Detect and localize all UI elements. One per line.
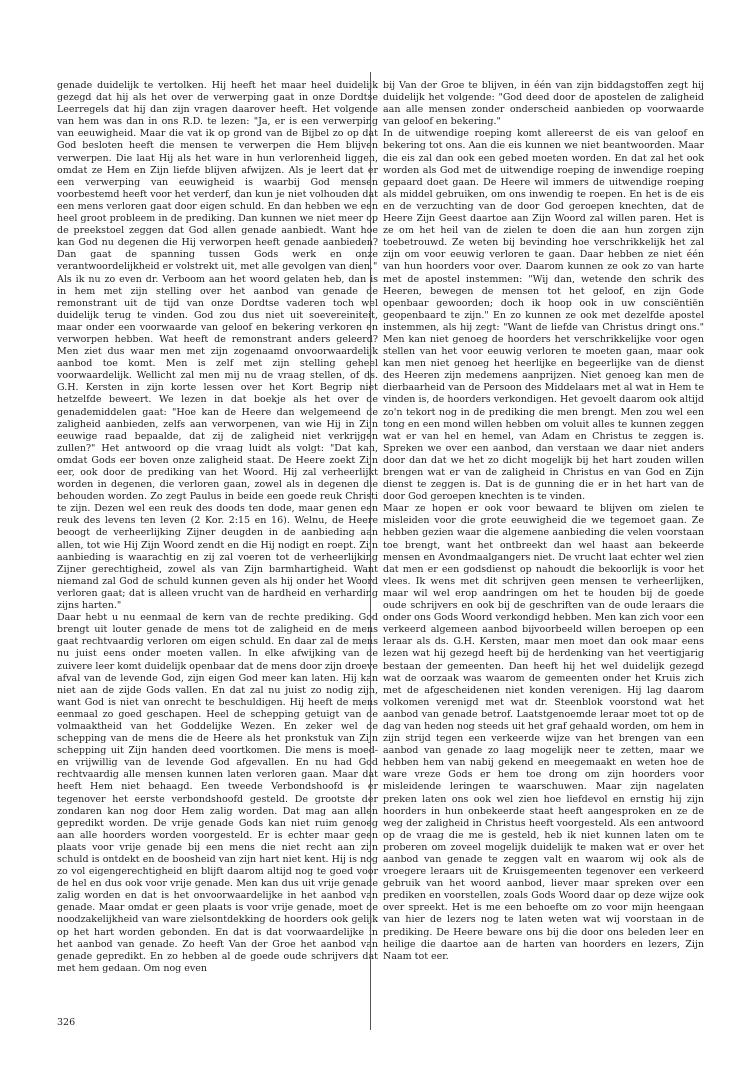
left-column <box>57 80 378 975</box>
left-paragraph-3: Daar hebt u nu eenmaal de kern van de rechte prediking. God brengt uit louter genade de mens tot de zaligheid en de mens gaat rechtvaardig verloren om eigen schuld. En daar zal de mens nu juist eens onder moeten vallen. In elke afwijking van de zuivere leer komt duidelijk openbaar dat de mens door zijn droeve afval van de levende God, zijn eigen God meer kan laten. Hij kan niet aan de zijde Gods vallen. En dat zal nu juist zo nodig zijn, want God is niet van onrecht te beschuldigen. Hij heeft de mens eenmaal zo goed geschapen. Heel de schepping getuigt van de volmaaktheid van het Goddelijke Wezen. En zeker wel de schepping van de mens die de Heere als het pronkstuk van Zijn schepping uit Zijn handen deed voortkomen. Die mens is moed- en vrijwillig van de levende God afgevallen. En nu had God rechtvaardig alle mensen kunnen laten verloren gaan. Maar dat heeft Hem niet behaagd. Een tweede Verbondshoofd is er tegenover het eerste verbondshoofd gesteld. De grootste der zondaren kan nog door Hem zalig worden. Dat mag aan allen gepredikt worden. De vrije genade Gods kan niet ruim genoeg aan alle hoorders worden voorgesteld. Er is echter maar geen plaats voor vrije genade bij een mens die niet recht aan zijn schuld is ontdekt en de boosheid van zijn hart niet kent. Hij is nog zo vol eigengerechtigheid en blijft daarom altijd nog te goed voor de hel en dus ook voor vrije genade. Men kan dus uit vrije genade zalig worden en dat is het onvoorwaardelijke in het aanbod van genade. Maar omdat er geen plaats is voor vrije genade, moet de noodzakelijkheid van ware zielsontdekking de hoorders ook gelijk op het hart worden gebonden. En dat is dat voorwaardelijke in het aanbod van genade. Zo heeft Van der Groe het aanbod van genade gepredikt. En zo hebben al de goede oude schrijvers dat met hem gedaan. Om nog even <box>57 612 378 974</box>
right-paragraph-3: Maar ze hopen er ook voor bewaard te blijven om zielen te misleiden voor die grote eeuwigheid die we tegemoet gaan. Ze hebben gezien waar die algemene aanbieding die velen voorstaan toe brengt, want het ontbreekt dan wel haast aan bekeerde mensen en Avondmaalgangers niet. De vrucht laat echter wel zien dat men er een godsdienst op nahoudt die bekoorlijk is voor het vlees. Ik wens met dit schrijven geen mensen te verheerlijken, maar wil wel erop aandringen om het te houden bij de goede oude schrijvers en ook bij de geschriften van de oude leraars die onder ons Gods Woord verkondigd hebben. Men kan zich voor een verkeerd algemeen aanbod bijvoorbeeld willen beroepen op een leraar als ds. G.H. Kersten, maar men moet dan ook maar eens lezen wat hij gezegd heeft bij de herdenking van het veertigjarig bestaan der gemeenten. Dan heeft hij het wel duidelijk gezegd wat de oorzaak was waarom de gemeenten onder het Kruis zich met de afgescheidenen niet konden verenigen. Hij lag daarom volkomen verenigd met wat dr. Steenblok voorstond wat het aanbod van genade betrof. Laatstgenoemde leraar moet tot op de dag van heden nog steeds uit het graf gehaald worden, om hem in zijn strijd tegen een verkeerde wijze van het brengen van een aanbod van genade zo laag mogelijk neer te zetten, maar we hebben hem van nabij gekend en meegemaakt en weten hoe de ware vreze Gods er hem toe drong om zijn hoorders voor misleidende leringen te waarschuwen. Maar zijn nagelaten preken laten ons ook wel zien hoe liefdevol en ernstig hij zijn hoorders in hun onbekeerde staat heeft aangesproken en ze de weg der zaligheid in Christus heeft voorgesteld. Als een antwoord op de vraag die me is gesteld, heb ik niet kunnen laten om te proberen om zoveel mogelijk duidelijk te maken wat er over het aanbod van genade te zeggen valt en waarom wij ook als de vroegere leraars uit de Kruisgemeenten tegenover een verkeerd gebruik van het woord aanbod, liever maar spreken over een prediken en voorstellen, zoals Gods Woord daar op deze wijze ook over spreekt. Het is me een behoefte om zo voor mijn heengaan van hier de lezers nog te laten weten wat wij voorstaan in de prediking. De Heere beware ons bij die door ons beleden leer en heilige die daartoe aan de harten van hoorders en lezers, Zijn Naam tot eer. <box>383 503 704 962</box>
column-divider <box>370 72 371 1030</box>
page-number: 326 <box>57 1017 76 1028</box>
right-column <box>383 80 704 963</box>
right-paragraph-2: In de uitwendige roeping komt allereerst de eis van geloof en bekering tot ons. Aan die eis kunnen we niet beantwoorden. Maar die eis zal dan ook een gebed moeten worden. En dat zal het ook worden als God met de uitwendige roeping de inwendige roeping gepaard doet gaan. De Heere wil immers de uitwendige roeping als middel gebruiken, om ons inwendig te roepen. En het is de eis en de verzuchting van de door God geroepen knechten, dat de Heere Zijn Geest daartoe aan Zijn Woord zal willen paren. Het is ze om het heil van de zielen te doen die aan hun zorgen zijn toebetrouwd. Ze weten bij bevinding hoe verschrikkelijk het zal zijn om voor eeuwig verloren te gaan. Daar hebben ze niet één van hun hoorders voor over. Daarom kunnen ze ook zo van harte met de apostel instemmen: "Wij dan, wetende den schrik des Heeren, bewegen de mensen tot het geloof, en zijn Gode openbaar gewoorden; doch ik hoop ook in uw consciëntiën geopenbaard te zijn." En zo kunnen ze ook met dezelfde apostel instemmen, als hij zegt: "Want de liefde van Christus dringt ons." Men kan niet genoeg de hoorders het verschrikkelijke voor ogen stellen van het voor eeuwig verloren te moeten gaan, maar ook kan men niet genoeg het heerlijke en begeerlijke van de dienst des Heeren zijn medemens aanprijzen. Niet genoeg kan men de dierbaarheid van de Persoon des Middelaars met al wat in Hem te vinden is, de hoorders verkondigen. Het gevoelt daarom ook altijd zo'n tekort nog in de prediking die men brengt. Men zou wel een tong en een mond willen hebben om voluit alles te kunnen zeggen wat er van hel en hemel, van Adam en Christus te zeggen is. Spreken we over een aanbod, dan verstaan we daar niet anders door dan dat we het zo dicht mogelijk bij het hart zouden willen brengen wat er van de zaligheid in Christus en van God en Zijn dienst te zeggen is. Dat is de gunning die er in het hart van de door God geroepen knechten is te vinden. <box>383 128 704 503</box>
right-paragraph-1: bij Van der Groe te blijven, in één van zijn biddagstoffen zegt hij duidelijk het volgende: "God deed door de apostelen de zaligheid aan alle mensen zonder onderscheid aanbieden op voorwaarde van geloof en bekering." <box>383 80 704 128</box>
left-paragraph-1: genade duidelijk te vertolken. Hij heeft het maar heel duidelijk gezegd dat hij als het over de verwerping gaat in onze Dordtse Leerregels dat hij dan zijn vragen daarover heeft. Het volgende van hem was dan in ons R.D. te lezen: "Ja, er is een verwerping van eeuwigheid. Maar die vat ik op grond van de Bijbel zo op dat God besloten heeft die mensen te verwerpen die Hem blijven verwerpen. Die laat Hij als het ware in hun verlorenheid liggen, omdat ze Hem en Zijn liefde blijven afwijzen. Als je leert dat er een verwerping van eeuwigheid is waarbij God mensen voorbestemd heeft voor het verderf, dan kun je niet volhouden dat een mens verloren gaat door eigen schuld. En dan hebben we een heel groot probleem in de prediking. Dan kunnen we niet meer op de preekstoel zeggen dat God allen genade aanbiedt. Want hoe kan God nu degenen die Hij verworpen heeft genade aanbieden? Dan gaat de spanning tussen Gods werk en onze verantwoordelijkheid er volstrekt uit, met alle gevolgen van dien." <box>57 80 378 273</box>
left-paragraph-2: Als ik nu zo even dr. Verboom aan het woord gelaten heb, dan is in hem met zijn stelling over het aanbod van genade de remonstrant uit de tijd van onze Dordtse vaderen toch wel duidelijk terug te vinden. God zou dus niet uit soevereiniteit, maar onder een voorwaarde van geloof en bekering verkoren en verworpen hebben. Wat heeft de remonstrant anders geleerd? Men ziet dus waar men met zijn zogenaamd onvoorwaardelijk aanbod toe komt. Men is zelf met zijn stelling geheel voorwaardelijk. Wellicht zal men mij nu de vraag stellen, of ds. G.H. Kersten in zijn korte lessen over het Kort Begrip niet hetzelfde beweert. We lezen in dat boekje als het over de genademiddelen gaat: "Hoe kan de Heere dan welgemeend de zaligheid aanbieden, zelfs aan verworpenen, van wie Hij in Zijn eeuwige raad bepaalde, dat zij de zaligheid niet verkrijgen zullen?" Het antwoord op die vraag luidt als volgt: "Dat kan, omdat Gods eer boven onze zaligheid staat. De Heere zoekt Zijn eer, ook door de prediking van het Woord. Hij zal verheerlijkt worden in degenen, die verloren gaan, zowel als in degenen die behouden worden. Zo zegt Paulus in beide een goede reuk Christi te zijn. Dezen wel een reuk des doods ten dode, maar genen een reuk des levens ten leven (2 Kor. 2:15 en 16). Welnu, de Heere beoogt de verheerlijking Zijner deugden in de aanbieding aan allen, tot wie Hij Zijn Woord zendt en die Hij nodigt en roept. Zijn aanbieding is waarachtig en zij zal voeren tot de verheerlijking Zijner gerechtigheid, zowel als van Zijn barmhartigheid. Want niemand zal God de schuld kunnen geven als hij onder het Woord verloren gaat; dat is alleen vrucht van de hardheid en verharding zijns harten." <box>57 273 378 612</box>
